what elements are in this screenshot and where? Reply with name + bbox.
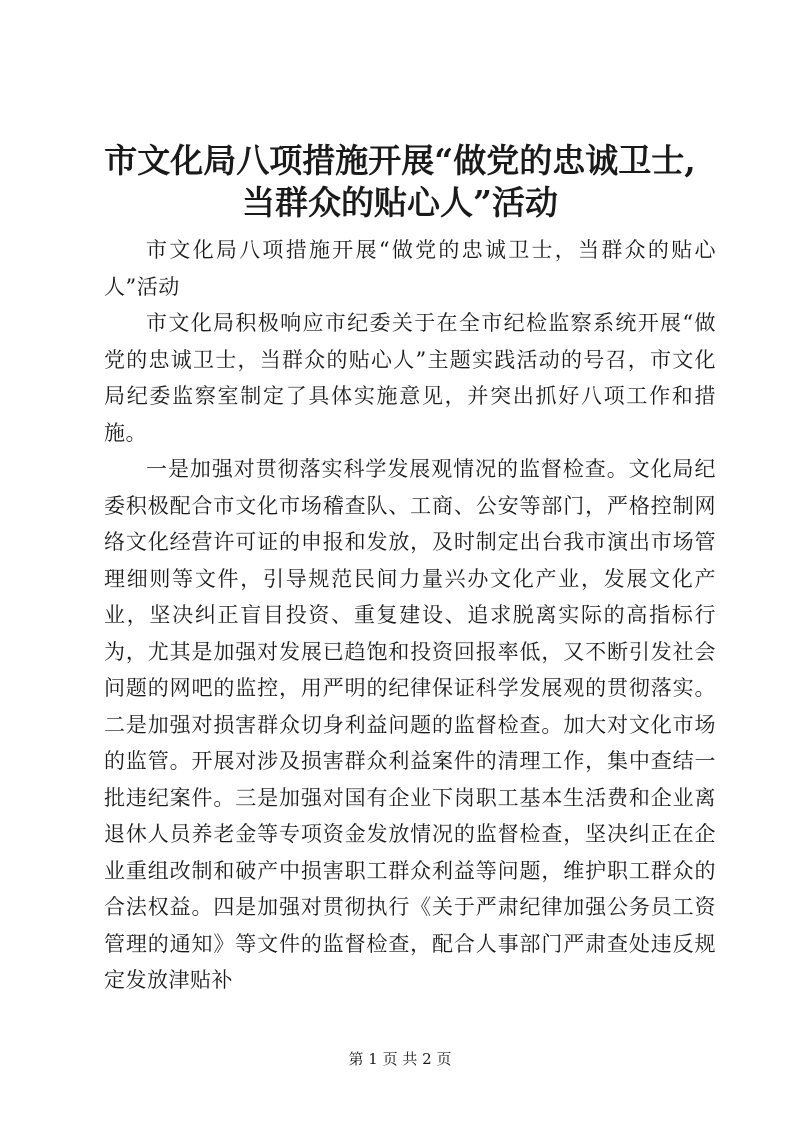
page-footer: 第 1 页 共 2 页 bbox=[348, 1050, 452, 1068]
document-body bbox=[104, 232, 716, 999]
paragraph-measures: 一是加强对贯彻落实科学发展观情况的监督检查。文化局纪委积极配合市文化市场稽查队、工商、公安等部门，严格控制网络文化经营许可证的申报和发放，及时制定出台我市演出市场管理细则等文件，引导规范民间力量兴办文化产业，发展文化产业，坚决纠正盲目投资、重复建设、追求脱离实际的高指标行为，尤其是加强对发展已趋饱和投资回报率低，又不断引发社会问题的网吧的监控，用严明的纪律保证科学发展观的贯彻落实。二是加强对损害群众切身利益问题的监督检查。加大对文化市场的监管。开展对涉及损害群众利益案件的清理工作，集中查结一批违纪案件。三是加强对国有企业下岗职工基本生活费和企业离退休人员养老金等专项资金发放情况的监督检查，坚决纠正在企业重组改制和破产中损害职工群众利益等问题，维护职工群众的合法权益。四是加强对贯彻执行《关于严肃纪律加强公务员工资管理的通知》等文件的监督检查，配合人事部门严肃查处违反规定发放津贴补 bbox=[104, 457, 716, 992]
paragraph-intro: 市文化局积极响应市纪委关于在全市纪检监察系统开展“做党的忠诚卫士，当群众的贴心人”主题实践活动的号召，市文化局纪委监察室制定了具体实施意见，并突出抓好八项工作和措施。 bbox=[104, 311, 716, 445]
paragraph-subtitle: 市文化局八项措施开展“做党的忠诚卫士，当群众的贴心人”活动 bbox=[104, 238, 716, 299]
document-title: 市文化局八项措施开展“做党的忠诚卫士,当群众的贴心人”活动 bbox=[104, 141, 696, 222]
